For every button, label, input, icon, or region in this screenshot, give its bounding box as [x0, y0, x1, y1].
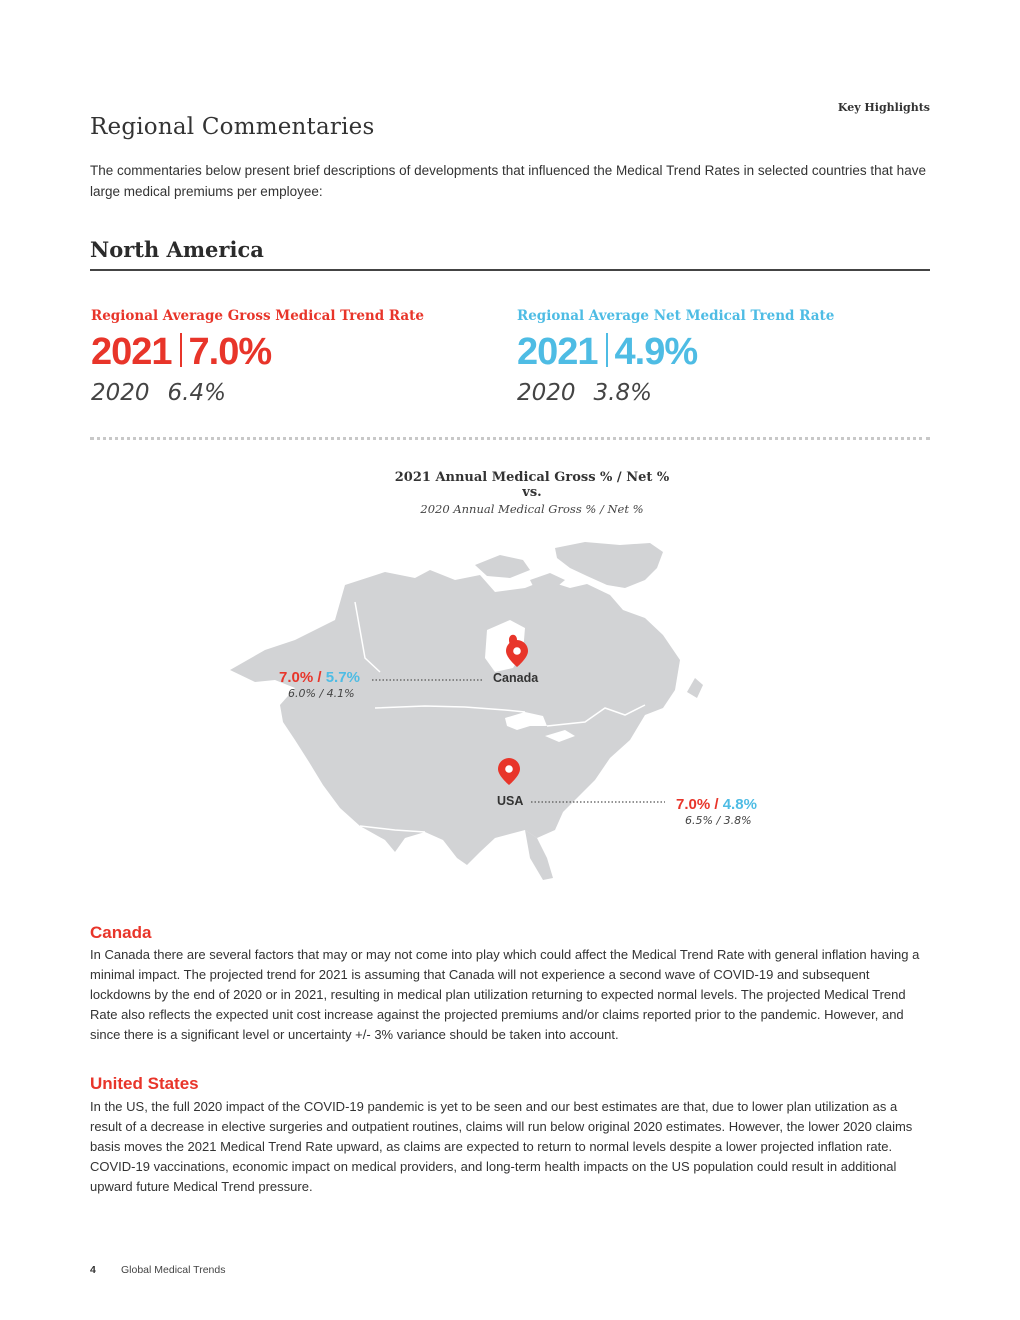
- net-trend-value: [517, 332, 834, 372]
- net-trend-year: 2021: [517, 331, 598, 373]
- usa-prior-rates: 6.5% / 3.8%: [685, 814, 752, 827]
- map-title-vs: vs.: [522, 485, 542, 500]
- intro-paragraph: The commentaries below present brief descriptions of developments that influenced the Medical Trend Rates in selected countries that have large medical premiums per employee:: [90, 163, 926, 199]
- net-prev-year: 2020: [517, 380, 576, 406]
- greenland-shape: [555, 542, 663, 588]
- net-trend-previous: [517, 380, 834, 406]
- canada-gross-2021: 7.0%: [279, 669, 314, 686]
- gross-trend-previous: [91, 380, 424, 406]
- usa-net-2021: 4.8%: [722, 796, 757, 813]
- gross-trend-value: [91, 332, 424, 372]
- gross-prev-rate: 6.4%: [167, 380, 226, 406]
- section-label: Key Highlights: [837, 101, 930, 114]
- florida-shape: [525, 830, 553, 880]
- publication-name: Global Medical Trends: [121, 1264, 226, 1276]
- united-states-paragraph: In the US, the full 2020 impact of the COVID-19 pandemic is yet to be seen and our best estimates are that, due to lower plan utilization as a result of a decrease in elective surgeries and outpatient routines, claims will run below original 2020 estimates. However, the lower 2020 claims basis moves the 2021 Medical Trend Rate upward, as claims are expected to return to normal levels despite a lower projected inflation rate. COVID-19 vaccinations, economic impact on medical providers, and long-term health impacts on the US population could result in additional upward future Medical Trend pressure.: [90, 1099, 913, 1194]
- canada-map-label: Canada: [493, 671, 539, 685]
- dotted-divider: [90, 437, 930, 440]
- usa-slash: /: [714, 796, 719, 813]
- net-prev-rate: 3.8%: [593, 380, 652, 406]
- region-divider: [90, 269, 930, 271]
- usa-callout: [676, 796, 757, 827]
- gross-trend-label: Regional Average Gross Medical Trend Rate: [91, 308, 424, 324]
- canada-paragraph: In Canada there are several factors that may or may not come into play which could affect the Medical Trend Rate with general inflation having a minimal impact. The projected trend for 2021 is assuming that Canada will not experience a second wave of COVID-19 and subsequent lockdowns by the end of 2020 or in 2021, resulting in medical plan utilization returning to expected normal levels. The projected Medical Trend Rate also reflects the expected unit cost increase against the projected premiums and/or claims reported prior to the pandemic. However, and since there is a significant level or uncertainty +/- 3% variance should be taken into account.: [90, 947, 920, 1042]
- usa-pin-dot: [505, 765, 513, 773]
- gross-prev-year: 2020: [91, 380, 150, 406]
- arctic-island-shape: [475, 555, 530, 578]
- canada-net-2021: 5.7%: [325, 669, 360, 686]
- gross-trend-year: 2021: [91, 331, 172, 373]
- net-trend-label: Regional Average Net Medical Trend Rate: [517, 308, 835, 324]
- net-trend-stat: [517, 308, 834, 406]
- map-subtitle: 2020 Annual Medical Gross % / Net %: [420, 502, 644, 516]
- canada-heading: Canada: [90, 923, 152, 942]
- mainland-shape: [230, 570, 680, 865]
- gross-separator: [180, 333, 182, 367]
- net-trend-rate: 4.9%: [614, 331, 698, 373]
- region-title: North America: [90, 237, 264, 262]
- gross-trend-stat: [91, 308, 424, 406]
- gross-trend-rate: 7.0%: [188, 331, 272, 373]
- net-separator: [606, 333, 608, 367]
- canada-prior-rates: 6.0% / 4.1%: [288, 687, 355, 700]
- usa-map-label: USA: [497, 794, 524, 808]
- united-states-heading: United States: [90, 1074, 199, 1093]
- usa-gross-2021: 7.0%: [676, 796, 711, 813]
- canada-slash: /: [317, 669, 322, 686]
- canada-pin-dot: [513, 647, 521, 655]
- page-number: 4: [90, 1264, 96, 1276]
- newfoundland-shape: [687, 678, 703, 698]
- map-title: [0, 470, 1020, 500]
- canada-callout: [279, 669, 360, 700]
- north-america-map: [225, 540, 705, 885]
- page-title: Regional Commentaries: [90, 114, 375, 140]
- map-title-line: 2021 Annual Medical Gross % / Net %: [394, 470, 670, 485]
